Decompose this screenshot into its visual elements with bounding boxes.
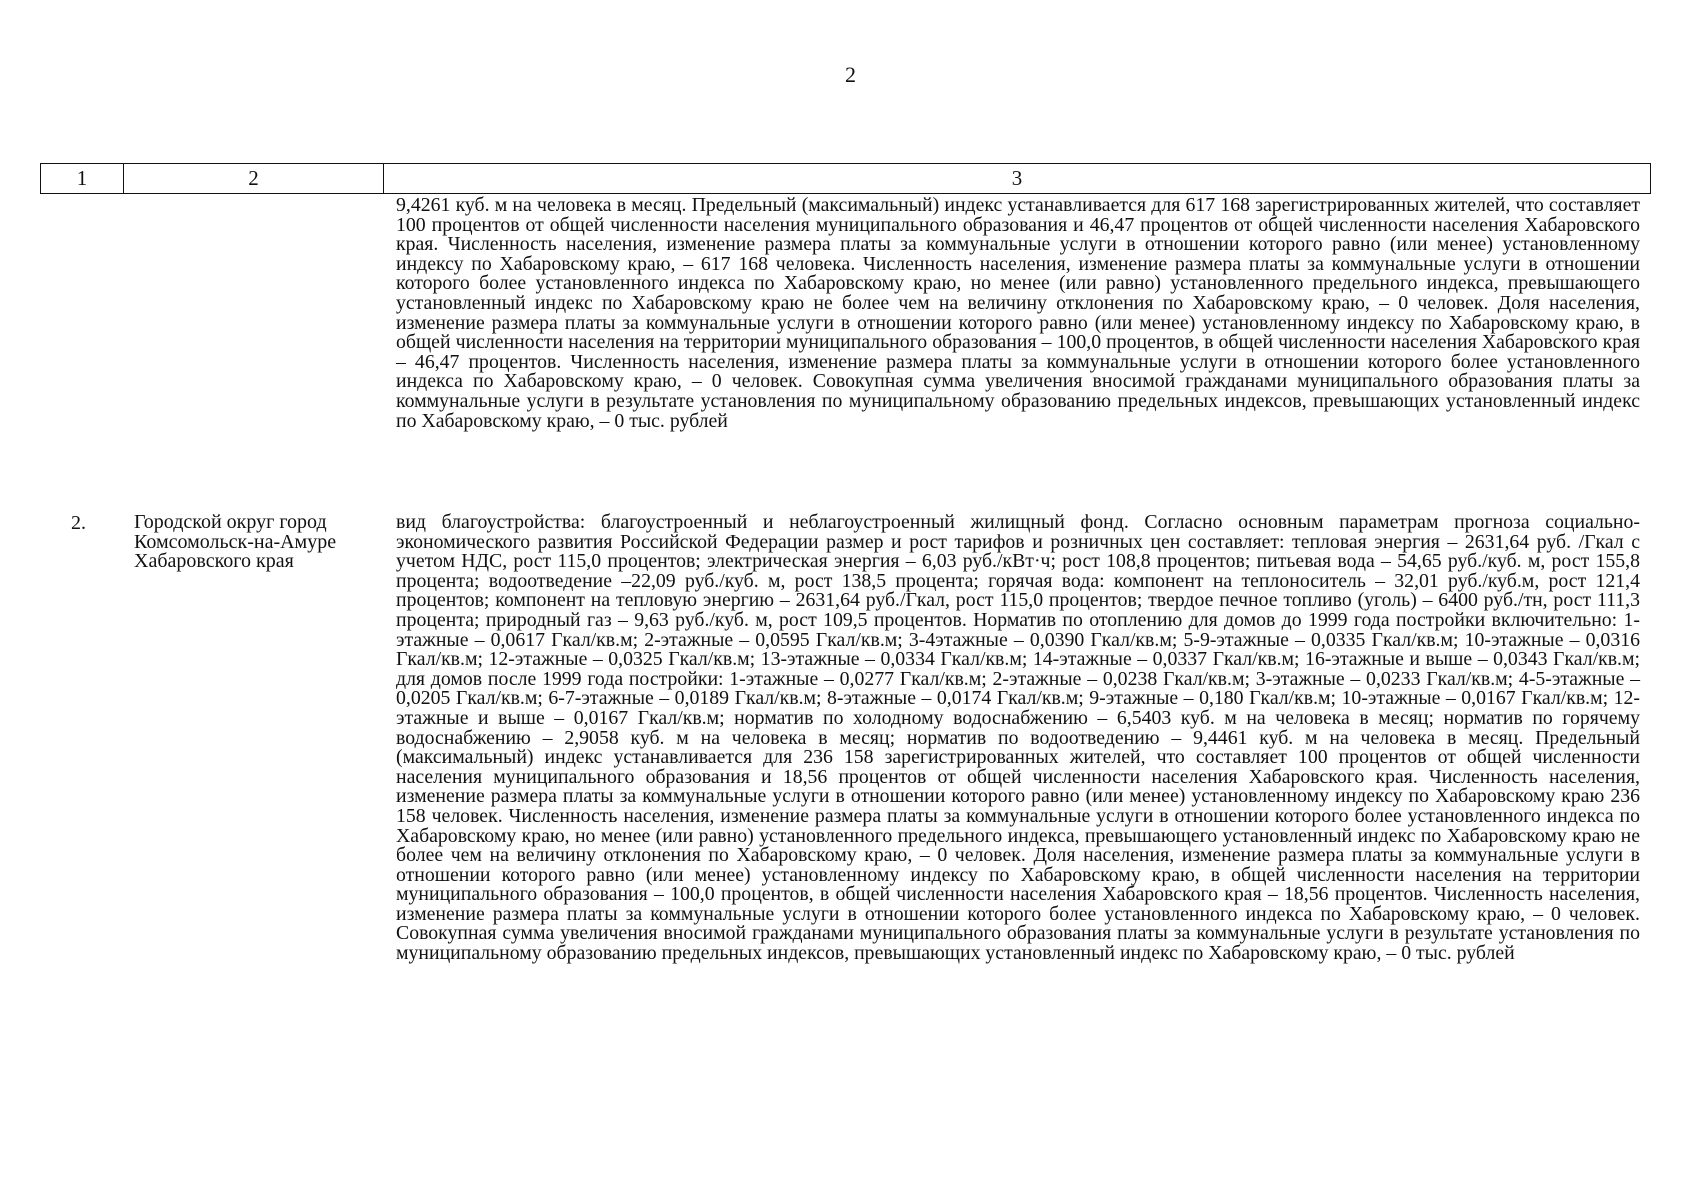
row-2-municipality-name: Городской округ город Комсомольск-на-Амуре Хабаровского края bbox=[134, 511, 337, 573]
header-col-1: 1 bbox=[41, 164, 124, 193]
header-col-3: 3 bbox=[1011, 166, 1023, 190]
table-header-row bbox=[40, 163, 1651, 194]
page-number: 2 bbox=[845, 62, 856, 87]
header-col-2: 2 bbox=[124, 164, 384, 193]
row-2-number: 2. bbox=[71, 512, 86, 534]
row-1-continuation-text: 9,4261 куб. м на человека в месяц. Предельный (максимальный) индекс устанавливается для 617 168 зарегистрированных жителей, что составляет 100 процентов от общей численности населения муниципального образования и 46,47 процентов от общей численности населения Хабаровского края. Численность населения, изменение размера платы за коммунальные услуги в отношении которого равно (или менее) установленному индексу по Хабаровскому краю, – 617 168 человека. Численность населения, изменение размера платы за коммунальные услуги в отношении которого более установленного индекса по Хабаровскому краю, но менее (или равно) установленного предельного индекса, превышающего установленный индекс по Хабаровскому краю не более чем на величину отклонения по Хабаровскому краю, – 0 человек. Доля населения, изменение размера платы за коммунальные услуги в отношении которого равно (или менее) установленному индексу по Хабаровскому краю, в общей численности населения на территории муниципального образования – 100,0 процентов, в общей численности населения Хабаровского края – 46,47 процентов. Численность населения, изменение размера платы за коммунальные услуги в отношении которого более установленного индекса по Хабаровскому краю, – 0 человек. Совокупная сумма увеличения вносимой гражданами муниципального образования платы за коммунальные услуги в результате установления по муниципальному образованию предельных индексов, превышающих установленный индекс по Хабаровскому краю, – 0 тыс. рублей bbox=[396, 194, 1640, 432]
row-2-description-text: вид благоустройства: благоустроенный и неблагоустроенный жилищный фонд. Согласно основным параметрам прогноза социально-экономического развития Российской Федерации размер и рост тарифов и розничных цен составляет: тепловая энергия – 2631,64 руб. /Гкал с учетом НДС, рост 115,0 процентов; электрическая энергия – 6,03 руб./кВт·ч; рост 108,8 процентов; питьевая вода – 54,65 руб./куб. м, рост 155,8 процента; водоотведение –22,09 руб./куб. м, рост 138,5 процента; горячая вода: компонент на теплоноситель – 32,01 руб./куб.м, рост 121,4 процентов; компонент на тепловую энергию – 2631,64 руб./Гкал, рост 115,0 процентов; твердое печное топливо (уголь) – 6400 руб./тн, рост 111,3 процента; природный газ – 9,63 руб./куб. м, рост 109,5 процентов. Норматив по отоплению для домов до 1999 года постройки включительно: 1-этажные – 0,0617 Гкал/кв.м; 2-этажные – 0,0595 Гкал/кв.м; 3-4этажные – 0,0390 Гкал/кв.м; 5-9-этажные – 0,0335 Гкал/кв.м; 10-этажные – 0,0316 Гкал/кв.м; 12-этажные – 0,0325 Гкал/кв.м; 13-этажные – 0,0334 Гкал/кв.м; 14-этажные – 0,0337 Гкал/кв.м; 16-этажные и выше – 0,0343 Гкал/кв.м; для домов после 1999 года постройки: 1-этажные – 0,0277 Гкал/кв.м; 2-этажные – 0,0238 Гкал/кв.м; 3-этажные – 0,0233 Гкал/кв.м; 4-5-этажные – 0,0205 Гкал/кв.м; 6-7-этажные – 0,0189 Гкал/кв.м; 8-этажные – 0,0174 Гкал/кв.м; 9-этажные – 0,180 Гкал/кв.м; 10-этажные – 0,0167 Гкал/кв.м; 12-этажные и выше – 0,0167 Гкал/кв.м; норматив по холодному водоснабжению – 6,5403 куб. м на человека в месяц; норматив по горячему водоснабжению – 2,9058 куб. м на человека в месяц; норматив по водоотведению – 9,4461 куб. м на человека в месяц. Предельный (максимальный) индекс устанавливается для 236 158 зарегистрированных жителей, что составляет 100 процентов от общей численности населения муниципального образования и 18,56 процентов от общей численности населения Хабаровского края. Численность населения, изменение размера платы за коммунальные услуги в отношении которого равно (или менее) установленному индексу по Хабаровскому краю 236 158 человек. Численность населения, изменение размера платы за коммунальные услуги в отношении которого более установленного индекса по Хабаровскому краю, но менее (или равно) установленного предельного индекса, превышающего установленный индекс по Хабаровскому краю не более чем на величину отклонения по Хабаровскому краю, – 0 человек. Доля населения, изменение размера платы за коммунальные услуги в отношении которого равно (или менее) установленному индексу по Хабаровскому краю, в общей численности населения на территории муниципального образования – 100,0 процентов, в общей численности населения Хабаровского края – 18,56 процентов. Численность населения, изменение размера платы за коммунальные услуги в отношении которого более установленного индекса по Хабаровскому краю, – 0 человек. Совокупная сумма увеличения вносимой гражданами муниципального образования платы за коммунальные услуги в результате установления по муниципальному образованию предельных индексов, превышающих установленный индекс по Хабаровскому краю, – 0 тыс. рублей bbox=[396, 511, 1640, 965]
